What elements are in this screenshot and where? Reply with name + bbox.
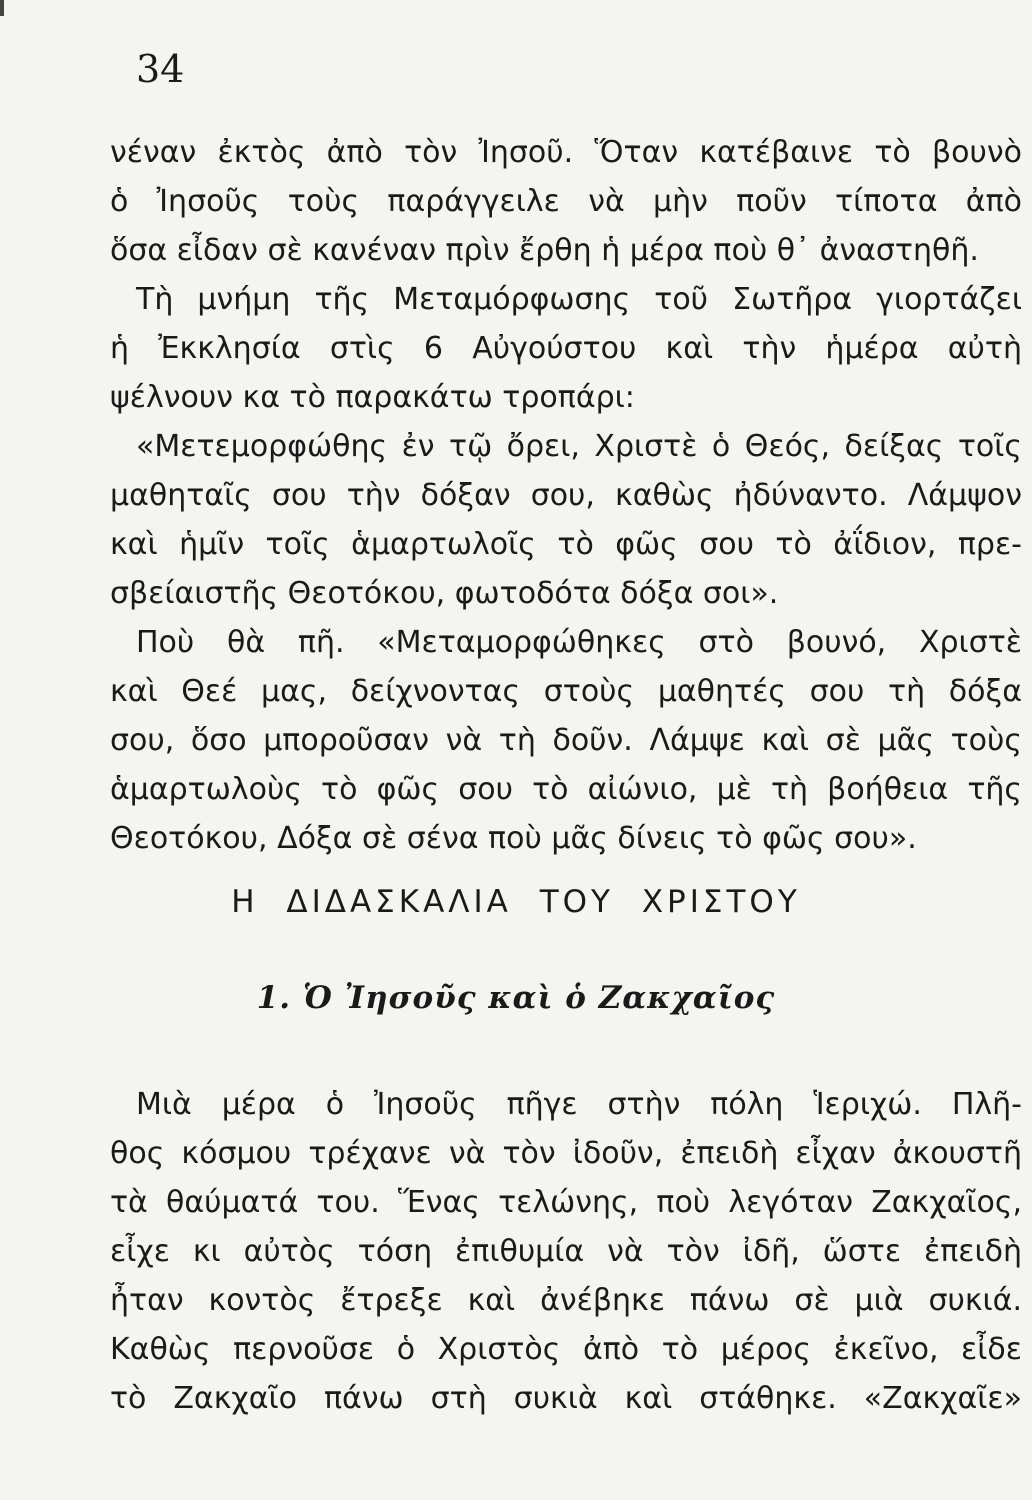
page-number: 34 — [136, 47, 185, 91]
text-line: Καθὼς περνοῦσε ὁ Χριστὸς ἀπὸ τὸ μέρος ἐκεῖνο, εἶδε — [110, 1332, 1022, 1367]
text-line: ἁμαρτωλοὺς τὸ φῶς σου τὸ αἰώνιο, μὲ τὴ βοήθεια τῆς — [110, 772, 1022, 807]
text-line: ὁ Ἰησοῦς τοὺς παράγγειλε νὰ μὴν ποῦν τίποτα ἀπὸ — [110, 184, 1022, 219]
text-line: νέναν ἐκτὸς ἀπὸ τὸν Ἰησοῦ. Ὅταν κατέβαινε τὸ βουνὸ — [110, 135, 1022, 170]
text-line: σου, ὅσο μποροῦσαν νὰ τὴ δοῦν. Λάμψε καὶ σὲ μᾶς τοὺς — [110, 723, 1022, 758]
text-line: Θεοτόκου, Δόξα σὲ σένα ποὺ μᾶς δίνεις τὸ φῶς σου». — [110, 821, 917, 856]
subsection-title: 1. Ὁ Ἰησοῦς καὶ ὁ Ζακχαῖος — [256, 980, 776, 1016]
text-block-upper — [110, 128, 1022, 863]
text-line: εἶχε κι αὐτὸς τόση ἐπιθυμία νὰ τὸν ἰδῆ, ὥστε ἐπειδὴ — [110, 1234, 1022, 1269]
text-line: ἡ Ἐκκλησία στὶς 6 Αὐγούστου καὶ τὴν ἡμέρα αὐτὴ — [110, 331, 1022, 366]
scan-edge-mark — [0, 0, 4, 16]
text-line: «Μετεμορφώθης ἐν τῷ ὄρει, Χριστὲ ὁ Θεός, δείξας τοῖς — [136, 429, 1022, 464]
text-line: τὰ θαύματά του. Ἕνας τελώνης, ποὺ λεγόταν Ζακχαῖος, — [110, 1185, 1022, 1220]
text-line: μαθηταῖς σου τὴν δόξαν σου, καθὼς ἠδύναντο. Λάμψον — [110, 478, 1022, 513]
text-line: καὶ Θεέ μας, δείχνοντας στοὺς μαθητές σου τὴ δόξα — [110, 674, 1022, 709]
text-line: ψέλνουν κα τὸ παρακάτω τροπάρι: — [110, 380, 635, 415]
text-line: Ποὺ θὰ πῆ. «Μεταμορφώθηκες στὸ βουνό, Χριστὲ — [136, 625, 1022, 660]
text-line: σβείαιστῆς Θεοτόκου, φωτοδότα δόξα σοι». — [110, 576, 779, 611]
text-line: ὅσα εἶδαν σὲ κανέναν πρὶν ἔρθη ἡ μέρα ποὺ θ᾽ ἀναστηθῆ. — [110, 233, 979, 268]
text-line: Μιὰ μέρα ὁ Ἰησοῦς πῆγε στὴν πόλη Ἱεριχώ. Πλῆ- — [136, 1087, 1022, 1122]
text-line: καὶ ἡμῖν τοῖς ἁμαρτωλοῖς τὸ φῶς σου τὸ ἀΐδιον, πρε- — [110, 527, 1022, 562]
text-line: θος κόσμου τρέχανε νὰ τὸν ἰδοῦν, ἐπειδὴ εἶχαν ἀκουστῆ — [110, 1136, 1022, 1171]
text-line: ἦταν κοντὸς ἔτρεξε καὶ ἀνέβηκε πάνω σὲ μιὰ συκιά. — [110, 1283, 1022, 1318]
text-line: Τὴ μνήμη τῆς Μεταμόρφωσης τοῦ Σωτῆρα γιορτάζει — [136, 282, 1022, 317]
section-title: Η ΔΙΔΑΣΚΑΛΙΑ ΤΟΥ ΧΡΙΣΤΟΥ — [231, 884, 801, 920]
text-block-lower — [110, 1080, 1022, 1423]
text-line: τὸ Ζακχαῖο πάνω στὴ συκιὰ καὶ στάθηκε. «Ζακχαῖε» — [110, 1381, 1022, 1416]
